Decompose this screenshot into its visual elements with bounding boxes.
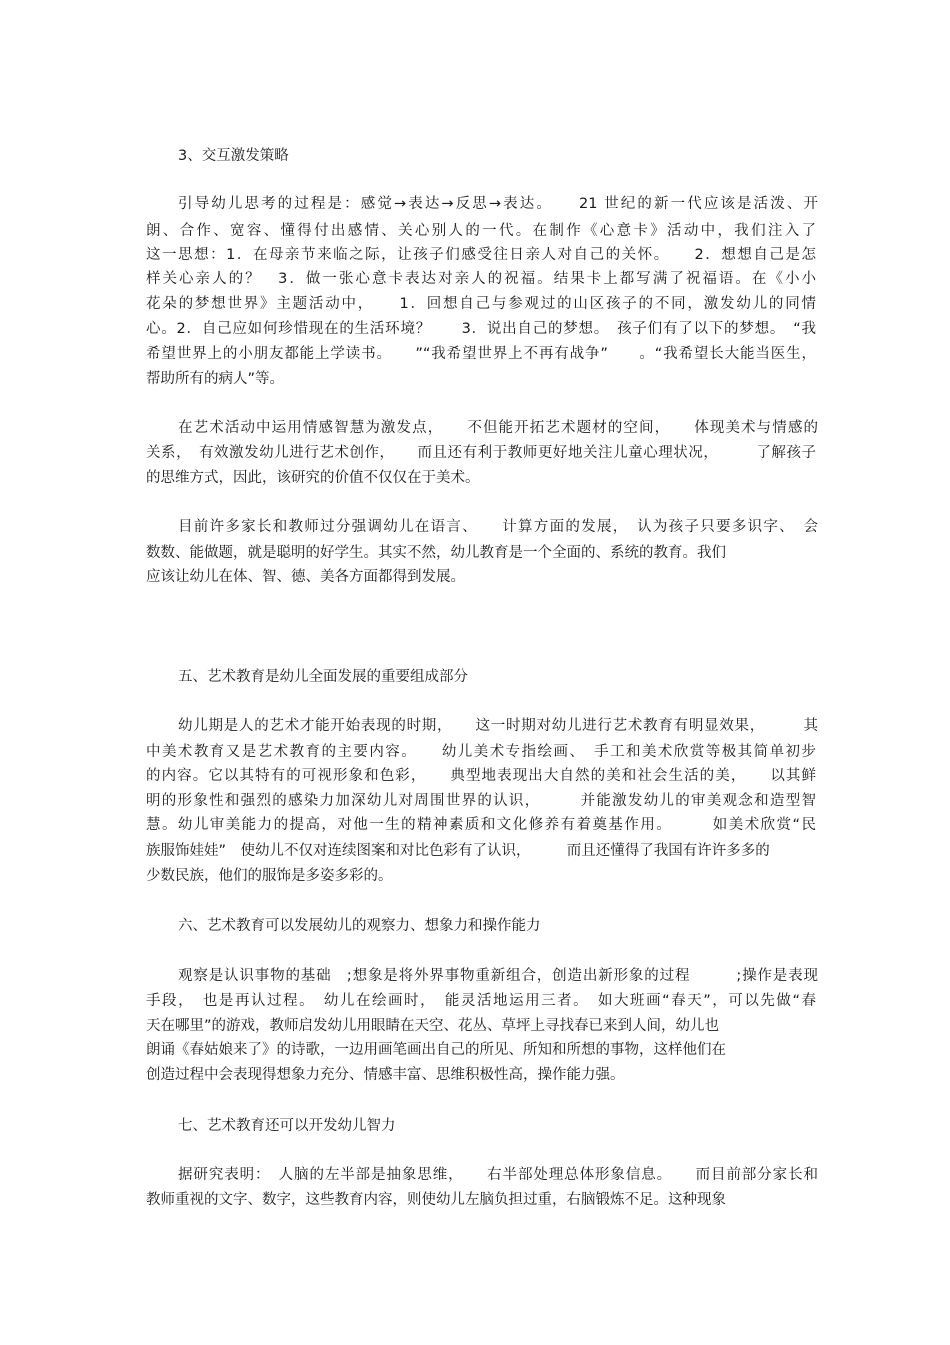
text-line: 应该让幼儿在体、智、德、美各方面都得到发展。 <box>146 569 465 585</box>
text-line: 的思维方式，因此，该研究的价值不仅仅在于美术。 <box>146 470 480 486</box>
section-heading: 六、艺术教育可以发展幼儿的观察力、想象力和操作能力 <box>178 918 541 934</box>
text-line: 花朵的梦想世界》主题活动中， 1．回想自己与参观过的山区孩子的不同，激发幼儿的同情 <box>146 296 816 312</box>
text-line: 少数民族，他们的服饰是多姿多彩的。 <box>146 868 393 884</box>
text-line: 天在哪里”的游戏，教师启发幼儿用眼睛在天空、花丛、草坪上寻找春已来到人间，幼儿也 <box>146 1018 720 1034</box>
text-line: 引导幼儿思考的过程是：感觉→表达→反思→表达。 21 世纪的新一代应该是活泼、开 <box>178 196 818 212</box>
text-line: 朗诵《春姑娘来了》的诗歌，一边用画笔画出自己的所见、所知和所想的事物，这样他们在 <box>146 1042 726 1058</box>
text-line: 数数、能做题，就是聪明的好学生。其实不然，幼儿教育是一个全面的、系统的教育。我们 <box>146 545 726 561</box>
text-line: 观察是认识事物的基础 ;想象是将外界事物重新组合，创造出新形象的过程 ;操作是表现 <box>178 968 818 984</box>
text-line: 中美术教育又是艺术教育的主要内容。 幼儿美术专指绘画、 手工和美术欣赏等极其简单初步 <box>146 744 816 760</box>
text-line: 朗、合作、宽容、懂得付出感情、关心别人的一代。在制作《心意卡》活动中，我们注入了 <box>146 223 816 239</box>
text-line: 明的形象性和强烈的感染力加深幼儿对周围世界的认识， 并能激发幼儿的审美观念和造型智 <box>146 793 816 809</box>
text-line: 教师重视的文字、数字，这些教育内容，则使幼儿左脑负担过重，右脑锻炼不足。这种现象 <box>146 1192 726 1208</box>
text-line: 帮助所有的病人”等。 <box>146 371 285 387</box>
text-line: 手段， 也是再认过程。 幼儿在绘画时， 能灵活地运用三者。 如大班画“春天”，可以先做“春 <box>146 993 816 1009</box>
text-line: 希望世界上的小朋友都能上学读书。 ”“我希望世界上不再有战争” 。“我希望长大能当医生， <box>146 346 816 362</box>
text-line: 慧。幼儿审美能力的提高，对他一生的精神素质和文化修养有着奠基作用。 如美术欣赏“民 <box>146 817 816 833</box>
text-line: 创造过程中会表现得想象力充分、情感丰富、思维积极性高，操作能力强。 <box>146 1067 625 1083</box>
section-heading: 七、艺术教育还可以开发幼儿智力 <box>178 1118 396 1134</box>
text-line: 在艺术活动中运用情感智慧为激发点， 不但能开拓艺术题材的空间， 体现美术与情感的 <box>178 420 818 436</box>
text-line: 心。2．自己应如何珍惜现在的生活环境？ 3．说出自己的梦想。 孩子们有了以下的梦想。 “我 <box>146 321 816 337</box>
text-line: 族服饰娃娃” 使幼儿不仅对连续图案和对比色彩有了认识， 而且还懂得了我国有许许多多的 <box>146 843 770 859</box>
text-line: 关系， 有效激发幼儿进行艺术创作， 而且还有利于教师更好地关注儿童心理状况， 了解孩子 <box>146 445 816 461</box>
section-heading: 3、交互激发策略 <box>178 148 289 164</box>
text-line: 据研究表明： 人脑的左半部是抽象思维， 右半部处理总体形象信息。 而目前部分家长和 <box>178 1167 818 1183</box>
text-line: 样关心亲人的？ 3．做一张心意卡表达对亲人的祝福。结果卡上都写满了祝福语。在《小小 <box>146 271 816 287</box>
text-line: 幼儿期是人的艺术才能开始表现的时期， 这一时期对幼儿进行艺术教育有明显效果， 其 <box>178 718 818 734</box>
section-heading: 五、艺术教育是幼儿全面发展的重要组成部分 <box>178 669 468 685</box>
text-line: 这一思想：1．在母亲节来临之际，让孩子们感受往日亲人对自己的关怀。 2．想想自己是怎 <box>146 247 816 263</box>
text-line: 目前许多家长和教师过分强调幼儿在语言、 计算方面的发展， 认为孩子只要多识字、 会 <box>178 519 818 535</box>
text-line: 的内容。它以其特有的可视形象和色彩， 典型地表现出大自然的美和社会生活的美， 以其鲜 <box>146 768 816 784</box>
